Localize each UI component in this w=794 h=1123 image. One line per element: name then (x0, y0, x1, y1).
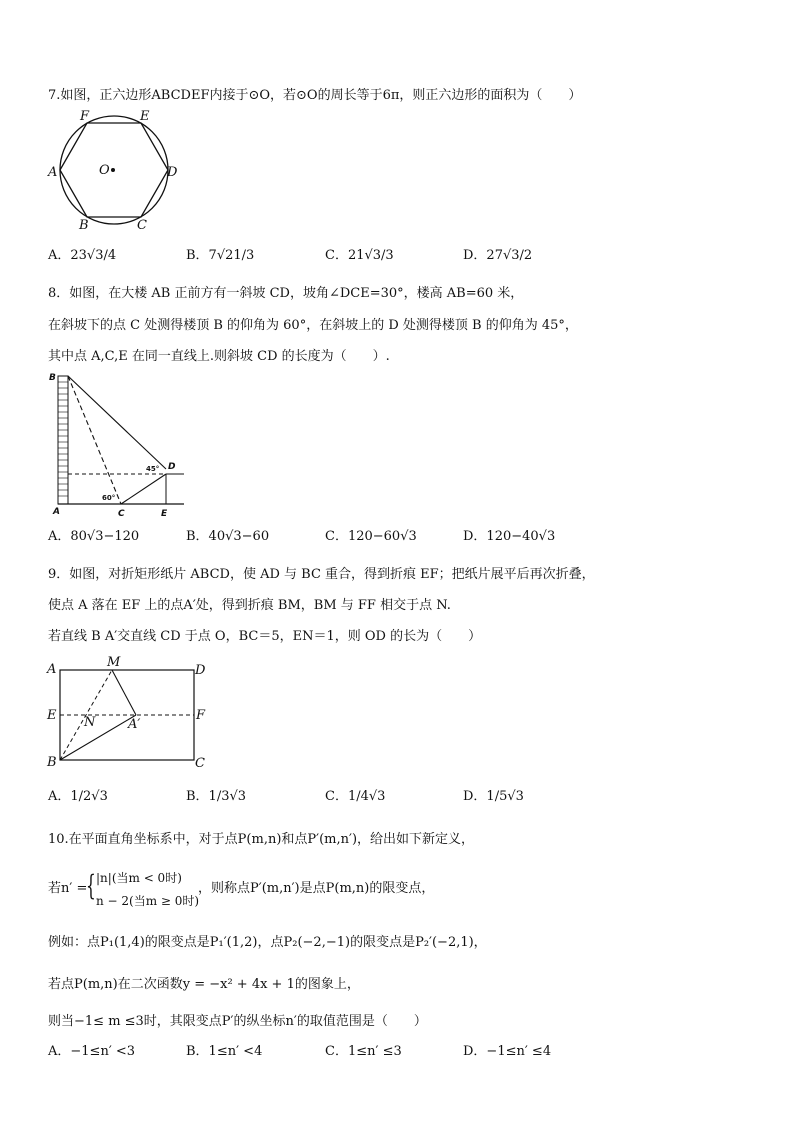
q7-hexagon-figure (44, 108, 194, 234)
q9-stem-line-3: 若直线 B A′交直线 CD 于点 O，BC＝5，EN＝1，则 OD 的长为（ ） (48, 629, 482, 644)
q10-option-c: C．1≤n′ ≤3 (325, 1044, 402, 1059)
q8-option-c: C．120−60√3 (325, 529, 417, 544)
q7-option-d: D．27√3/2 (463, 248, 533, 263)
q10-stem-line-1: 10.在平面直角坐标系中，对于点P(m,n)和点P′(m,n′)，给出如下新定义， (48, 832, 475, 847)
label-b: B (47, 755, 57, 770)
label-f: F (80, 109, 90, 124)
q8-option-b: B．40√3−60 (186, 529, 270, 544)
label-a-prime: A′ (128, 717, 141, 732)
q10-option-b: B．1≤n′ <4 (186, 1044, 263, 1059)
center-o-dot (111, 168, 115, 172)
q10-example: 例如：点P₁(1,4)的限变点是P₁′(1,2)，点P₂(−2,−1)的限变点是P₂′(−2,1)， (48, 935, 487, 950)
label-n: N (84, 715, 96, 730)
q9-stem-line-2: 使点 A 落在 EF 上的点A′处，得到折痕 BM，BM 与 FF 相交于点 N. (48, 598, 451, 613)
q10-option-a: A．−1≤n′ <3 (48, 1044, 136, 1059)
q7-option-b: B．7√21/3 (186, 248, 255, 263)
q9-option-c: C．1/4√3 (325, 789, 386, 804)
q10-brace: { (86, 869, 96, 902)
label-m: M (107, 655, 121, 670)
q8-stem-line-1: 8．如图，在大楼 AB 正前方有一斜坡 CD，坡角∠DCE=30°，楼高 AB=60 米， (48, 286, 524, 301)
q9-option-b: B．1/3√3 (186, 789, 247, 804)
label-a: A (53, 507, 60, 517)
label-e: E (140, 109, 150, 124)
label-b: B (49, 373, 56, 383)
label-a: A (47, 662, 57, 677)
q10-case-1: |n|(当m < 0时) (96, 871, 182, 885)
label-f: F (196, 708, 206, 723)
label-e: E (47, 708, 57, 723)
q7-option-c: C．21√3/3 (325, 248, 394, 263)
label-d: D (195, 663, 206, 678)
label-b: B (79, 218, 89, 233)
q8-slope-figure (44, 370, 194, 518)
q10-stem-line-3: 若点P(m,n)在二次函数y = −x² + 4x + 1的图象上， (48, 977, 360, 992)
label-d: D (167, 165, 178, 180)
q9-rectangle-figure (44, 654, 214, 772)
q10-stem-line-4: 则当−1≤ m ≤3时，其限变点P′的纵坐标n′的取值范围是（ ） (48, 1014, 427, 1029)
q9-option-d: D．1/5√3 (463, 789, 524, 804)
q7-option-a: A．23√3/4 (48, 248, 117, 263)
q9-option-a: A．1/2√3 (48, 789, 108, 804)
label-a: A (48, 165, 58, 180)
label-c: C (118, 509, 125, 518)
q10-option-d: D．−1≤n′ ≤4 (463, 1044, 552, 1059)
q8-option-a: A．80√3−120 (48, 529, 140, 544)
q10-case-2: n − 2(当m ≥ 0时) (96, 894, 200, 908)
label-c: C (137, 218, 147, 233)
label-o: O (99, 163, 110, 178)
q10-def-prefix: 若n′ = (48, 881, 88, 896)
label-d: D (168, 462, 176, 472)
label-c: C (195, 756, 205, 771)
q10-def-suffix: ，则称点P′(m,n′)是点P(m,n)的限变点， (198, 881, 435, 896)
label-e: E (161, 509, 168, 518)
q8-option-d: D．120−40√3 (463, 529, 556, 544)
q8-stem-line-2: 在斜坡下的点 C 处测得楼顶 B 的仰角为 60°，在斜坡上的 D 处测得楼顶 B 的仰角为 45°， (48, 318, 578, 333)
angle-60-label: 60° (102, 494, 116, 502)
angle-45-label: 45° (146, 465, 160, 473)
q7-stem: 7.如图，正六边形ABCDEF内接于⊙O，若⊙O的周长等于6π，则正六边形的面积为（ ） (48, 88, 582, 103)
q8-stem-line-3: 其中点 A,C,E 在同一直线上.则斜坡 CD 的长度为（ ）. (48, 349, 390, 364)
q9-stem-line-1: 9．如图，对折矩形纸片 ABCD，使 AD 与 BC 重合，得到折痕 EF；把纸片展平后再次折叠， (48, 567, 595, 582)
